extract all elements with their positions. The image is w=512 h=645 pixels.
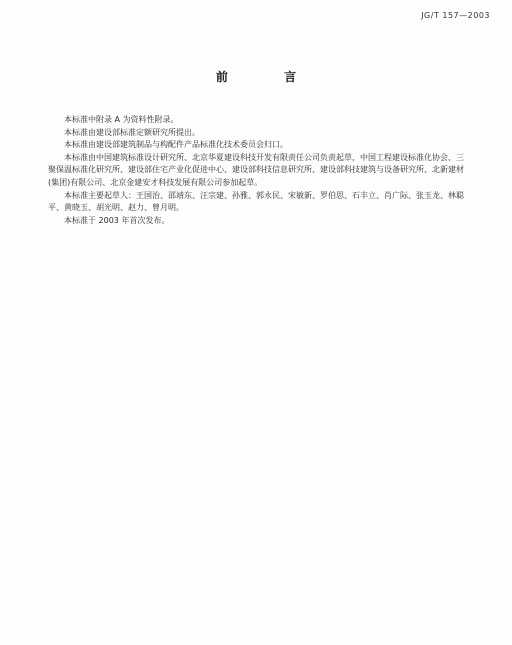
- paragraph-drafters: 本标准主要起草人：王国治、邵靖东、汪宗建、孙雅、郭永民、宋敏新、罗伯思、石丰立、肖广际、张玉龙、林聪平、黄晓玉、胡光明、赵力、曾月明。: [48, 190, 464, 213]
- paragraph-administered-by: 本标准由建设部建筑制品与构配件产品标准化技术委员会归口。: [64, 140, 288, 150]
- paragraph-appendix-note: 本标准中附录 A 为资料性附录。: [64, 115, 179, 124]
- paragraph-first-release: 本标准于 2003 年首次发布。: [64, 215, 170, 225]
- standard-number: JG/T 157—2003: [421, 11, 490, 20]
- page-title: 前 言: [215, 70, 323, 84]
- paragraph-drafting-units: 本标准由中国建筑标准设计研究所、北京华夏建设科技开发有限责任公司负责起草，中国工程建设标准化协会、三聚保温标准化研究所、建设部住宅产业化促进中心、建设部科技信息研究所、建设部科技建筑与设备研究所、北新建材(集团)有限公司、北京金建安才科技发展有限公司参加起草。: [48, 152, 464, 187]
- foreword-body: [48, 114, 464, 227]
- paragraph-proposed-by: 本标准由建设部标准定额研究所提出。: [64, 127, 200, 137]
